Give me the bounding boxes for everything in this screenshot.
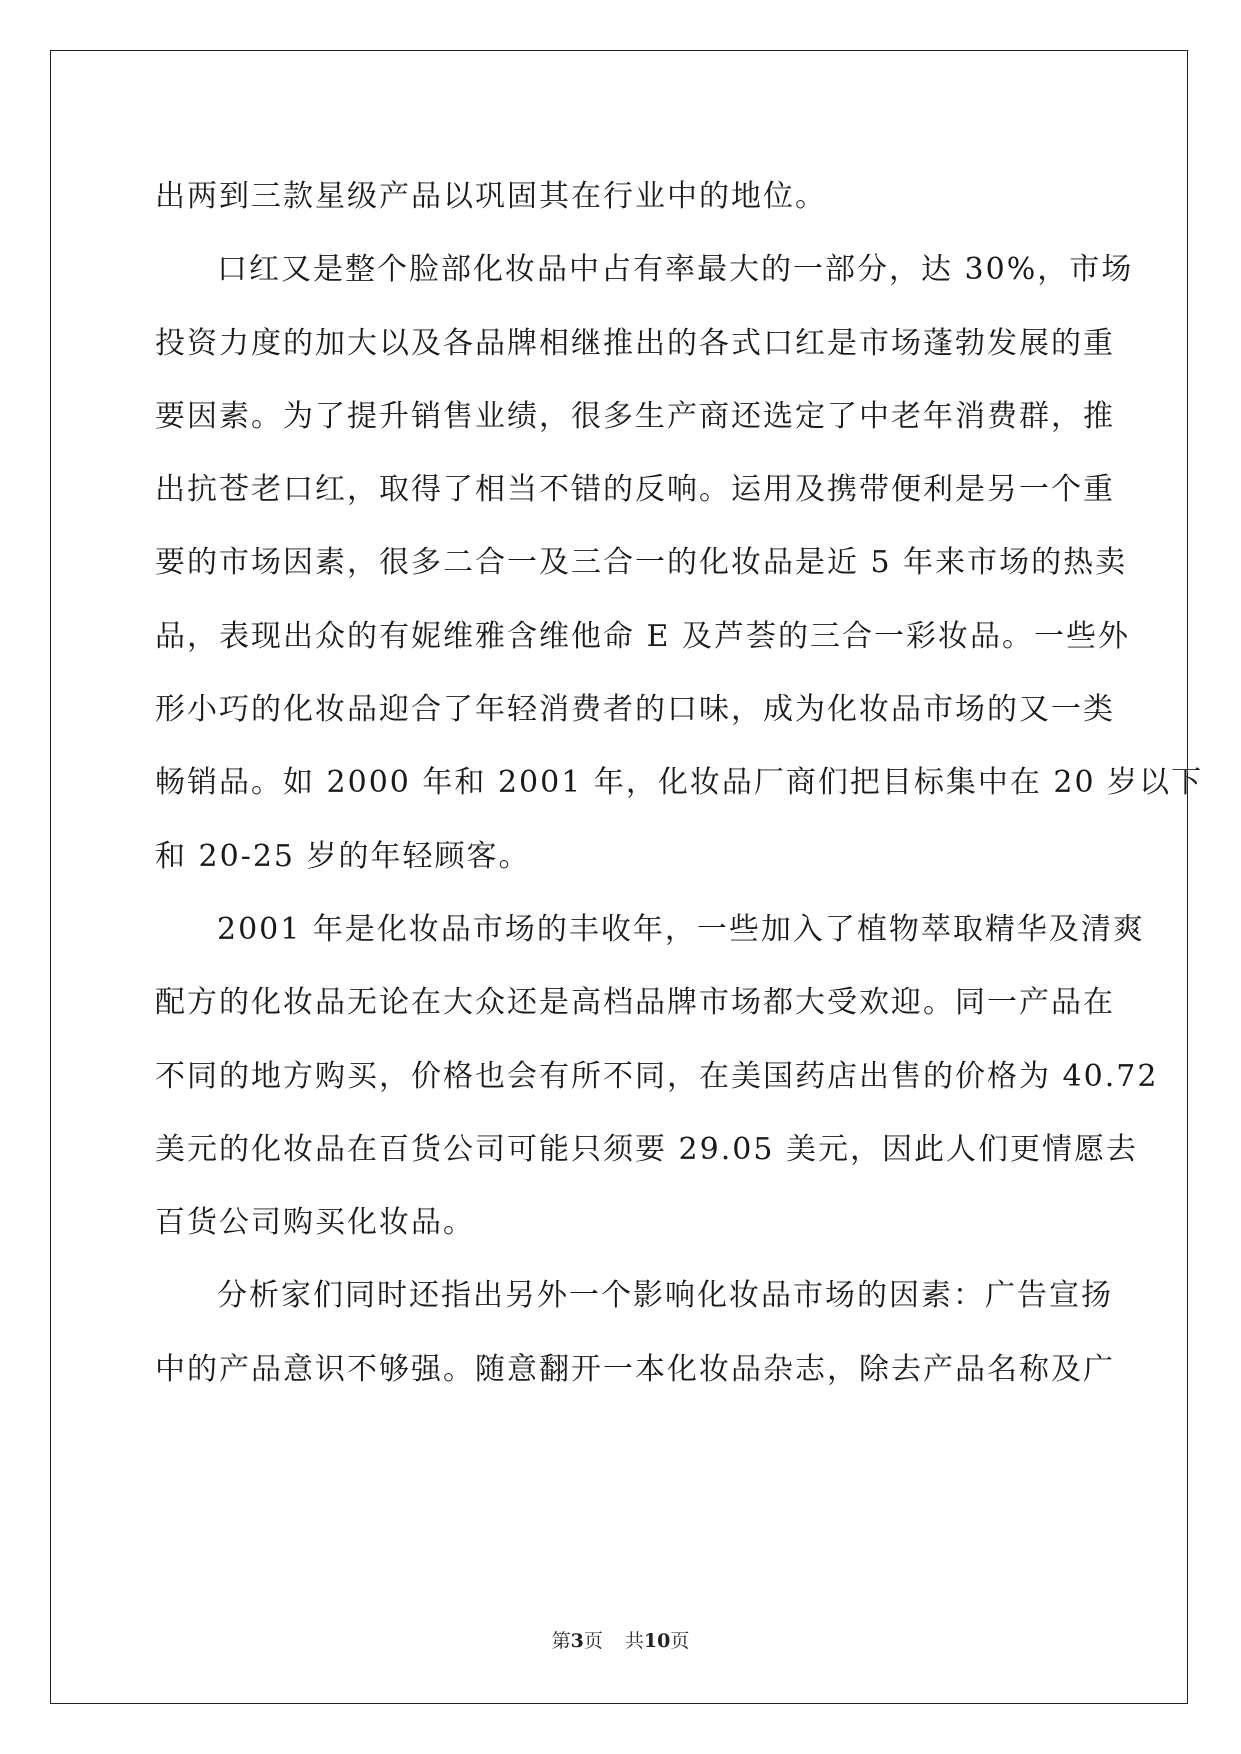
- page-number: 3: [570, 1630, 584, 1652]
- text-line: 美元的化妆品在百货公司可能只须要 29.05 美元，因此人们更情愿去: [155, 1131, 1138, 1167]
- page-prefix: 第: [551, 1630, 571, 1652]
- text-line: 品，表现出众的有妮维雅含维他命 E 及芦荟的三合一彩妆品。一些外: [155, 618, 1130, 654]
- text-line: 配方的化妆品无论在大众还是高档品牌市场都大受欢迎。同一产品在: [155, 985, 1115, 1021]
- text-line: 出两到三款星级产品以巩固其在行业中的地位。: [155, 179, 827, 214]
- total-pages: 10: [643, 1630, 671, 1652]
- text-line: 要的市场因素，很多二合一及三合一的化妆品是近 5 年来市场的热卖: [155, 545, 1128, 581]
- text-line: 要因素。为了提升销售业绩，很多生产商还选定了中老年消费群，推: [155, 398, 1115, 434]
- text-line: 不同的地方购买，价格也会有所不同，在美国药店出售的价格为 40.72: [155, 1058, 1159, 1094]
- text-line: 百货公司购买化妆品。: [155, 1205, 475, 1241]
- text-line: 中的产品意识不够强。随意翻开一本化妆品杂志，除去产品名称及广: [155, 1351, 1115, 1387]
- page-suffix: 页: [583, 1630, 603, 1652]
- text-line: 出抗苍老口红，取得了相当不错的反响。运用及携带便利是另一个重: [155, 472, 1115, 508]
- paragraph-first-line: 2001 年是化妆品市场的丰收年，一些加入了植物萃取精华及清爽: [217, 911, 1145, 947]
- total-suffix: 页: [670, 1630, 690, 1652]
- text-line: 投资力度的加大以及各品牌相继推出的各式口红是市场蓬勃发展的重: [155, 325, 1115, 361]
- text-line: 畅销品。如 2000 年和 2001 年，化妆品厂商们把目标集中在 20 岁以下: [155, 765, 1204, 801]
- paragraph-first-line: 分析家们同时还指出另外一个影响化妆品市场的因素：广告宣扬: [217, 1278, 1113, 1314]
- page-footer: [0, 1626, 1241, 1653]
- document-body: [155, 160, 1204, 1406]
- total-prefix: 共: [624, 1630, 644, 1652]
- text-line: 和 20-25 岁的年轻顾客。: [155, 838, 531, 874]
- paragraph-first-line: 口红又是整个脸部化妆品中占有率最大的一部分，达 30%，市场: [217, 252, 1134, 288]
- text-line: 形小巧的化妆品迎合了年轻消费者的口味，成为化妆品市场的又一类: [155, 692, 1115, 728]
